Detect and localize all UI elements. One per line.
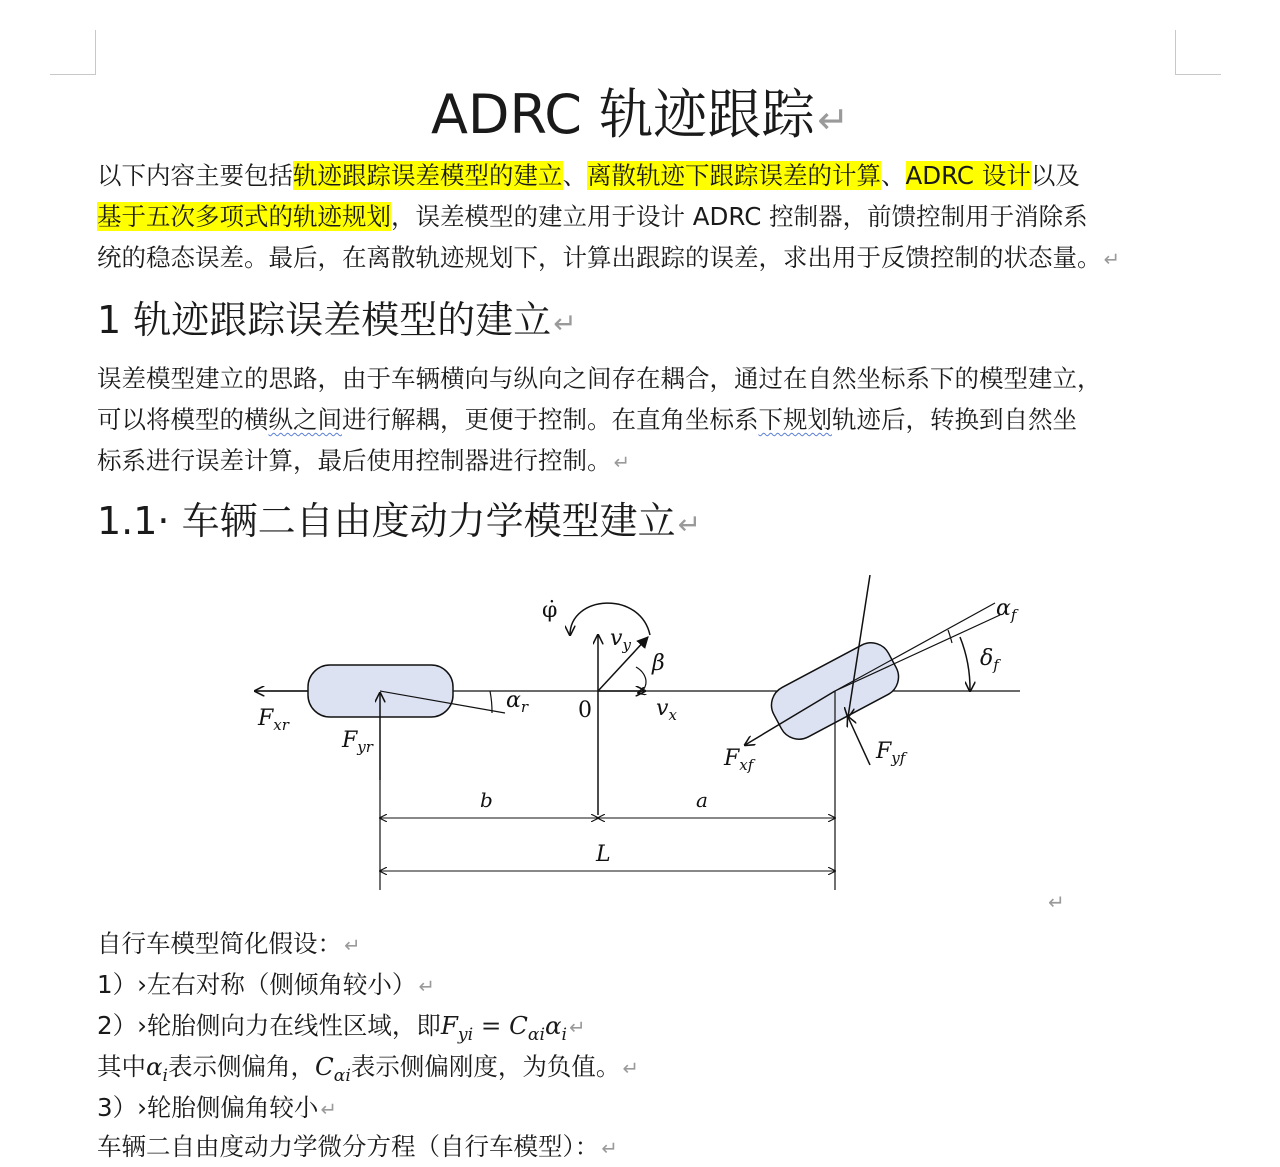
intro-line-1[interactable]	[97, 155, 1182, 196]
text-run: 以下内容主要包括	[97, 161, 293, 190]
equation-intro[interactable]	[97, 1129, 618, 1167]
text-run: 1）›左右对称（侧倾角较小）	[97, 970, 417, 999]
fxf-label: $F_{xf}$	[724, 746, 754, 774]
highlighted-run: 离散轨迹下跟踪误差的计算	[587, 161, 881, 190]
text-run: 表示侧偏刚度，为负值。	[350, 1052, 621, 1081]
paragraph-mark: ↵	[817, 98, 850, 142]
heading-section-1[interactable]	[97, 296, 577, 348]
alpha-r-label: $\alpha_r$	[506, 688, 529, 716]
heading-section-1-1[interactable]	[97, 497, 701, 549]
spellcheck-run: 下规划	[758, 405, 832, 434]
paragraph-mark: ↵	[344, 934, 361, 957]
section1-line-1-text: 误差模型建立的思路，由于车辆横向与纵向之间存在耦合，通过在自然坐标系下的模型建立，	[97, 364, 1102, 393]
text-run: 可以将模型的横	[97, 405, 269, 434]
fxr-label: $F_{xr}$	[258, 706, 289, 734]
highlighted-run: ADRC 设计	[905, 161, 1031, 190]
heading-text: 1.1· 车辆二自由度动力学模型建立	[97, 499, 676, 543]
bicycle-model-figure[interactable]	[240, 575, 1040, 895]
text-run: ，误差模型的建立用于设计 ADRC 控制器，前馈控制用于消除系	[391, 202, 1088, 231]
paragraph-mark: ↵	[622, 1057, 639, 1080]
title-text[interactable]: ADRC 轨迹跟踪	[430, 83, 816, 146]
intro-line-1-runs	[97, 161, 1080, 190]
equation: $F_{yi} = C_{\alpha i}\alpha_i$	[440, 1011, 568, 1045]
text-run: 自行车模型简化假设：	[97, 929, 342, 958]
alpha-f-label: $\alpha_f$	[996, 596, 1017, 624]
assumption-item-3[interactable]	[97, 1090, 337, 1128]
crop-mark-top-left	[50, 30, 96, 75]
paragraph-mark: ↵	[1103, 248, 1120, 271]
delta-f-label: $\delta_f$	[980, 646, 999, 674]
text-run: 、	[881, 161, 906, 190]
math-c-alpha: $C_{\alpha i}$	[315, 1052, 351, 1086]
phi-dot-label: φ̇	[542, 598, 558, 623]
intro-line-2[interactable]	[97, 196, 1182, 237]
paragraph-mark: ↵	[677, 508, 702, 541]
document-title[interactable]	[0, 82, 1280, 153]
text-run: 以及	[1030, 161, 1080, 190]
text-run: 进行解耦，更便于控制。在直角坐标系	[342, 405, 759, 434]
section1-line-3-text: 标系进行误差计算，最后使用控制器进行控制。	[97, 446, 612, 475]
paragraph-mark: ↵	[601, 1137, 618, 1160]
text-run: 表示侧偏角，	[168, 1052, 316, 1081]
paragraph-mark: ↵	[418, 975, 435, 998]
section1-line-3[interactable]	[97, 440, 1182, 483]
section1-line-1[interactable]	[97, 358, 1182, 399]
dimension-b-label: b	[480, 788, 493, 812]
paragraph-mark: ↵	[613, 451, 630, 474]
dimension-a-label: a	[696, 788, 708, 812]
text-run: 3）›轮胎侧偏角较小	[97, 1093, 319, 1122]
paragraph-mark: ↵	[553, 307, 577, 340]
text-run: 其中	[97, 1052, 146, 1081]
text-run: 、	[562, 161, 587, 190]
spellcheck-run: 纵之间	[268, 405, 342, 434]
vy-label: $v_y$	[610, 626, 631, 654]
dimension-L-label: L	[596, 842, 611, 867]
assumption-item-1[interactable]	[97, 967, 435, 1005]
highlighted-run: 基于五次多项式的轨迹规划	[97, 202, 391, 231]
text-run: 轨迹后，转换到自然坐	[832, 405, 1077, 434]
text-run: 车辆二自由度动力学微分方程（自行车模型）：	[97, 1132, 600, 1161]
origin-label: 0	[578, 698, 592, 723]
fyr-label: $F_{yr}$	[342, 728, 373, 756]
delta-arc	[960, 637, 970, 691]
paragraph-mark: ↵	[1048, 890, 1065, 914]
section1-line-2[interactable]	[97, 399, 1182, 440]
crop-mark-top-right	[1175, 30, 1221, 75]
vx-label: $v_x$	[656, 696, 677, 724]
paragraph-mark: ↵	[320, 1098, 337, 1121]
paragraph-mark: ↵	[569, 1016, 586, 1039]
fyf-label: $F_{yf}$	[876, 739, 906, 767]
assumptions-intro[interactable]	[97, 926, 360, 964]
heading-text: 1 轨迹跟踪误差模型的建立	[97, 298, 552, 342]
text-run: 2）›轮胎侧向力在线性区域，即	[97, 1011, 441, 1040]
assumption-item-2[interactable]	[97, 1008, 585, 1053]
assumption-note[interactable]	[97, 1049, 639, 1094]
intro-line-2-runs	[97, 202, 1088, 231]
intro-line-3-text: 统的稳态误差。最后，在离散轨迹规划下，计算出跟踪的误差，求出用于反馈控制的状态量。	[97, 243, 1102, 272]
intro-line-3[interactable]	[97, 237, 1182, 280]
math-alpha: $\alpha_i$	[146, 1052, 169, 1086]
highlighted-run: 轨迹跟踪误差模型的建立	[293, 161, 563, 190]
beta-label: β	[652, 651, 665, 676]
